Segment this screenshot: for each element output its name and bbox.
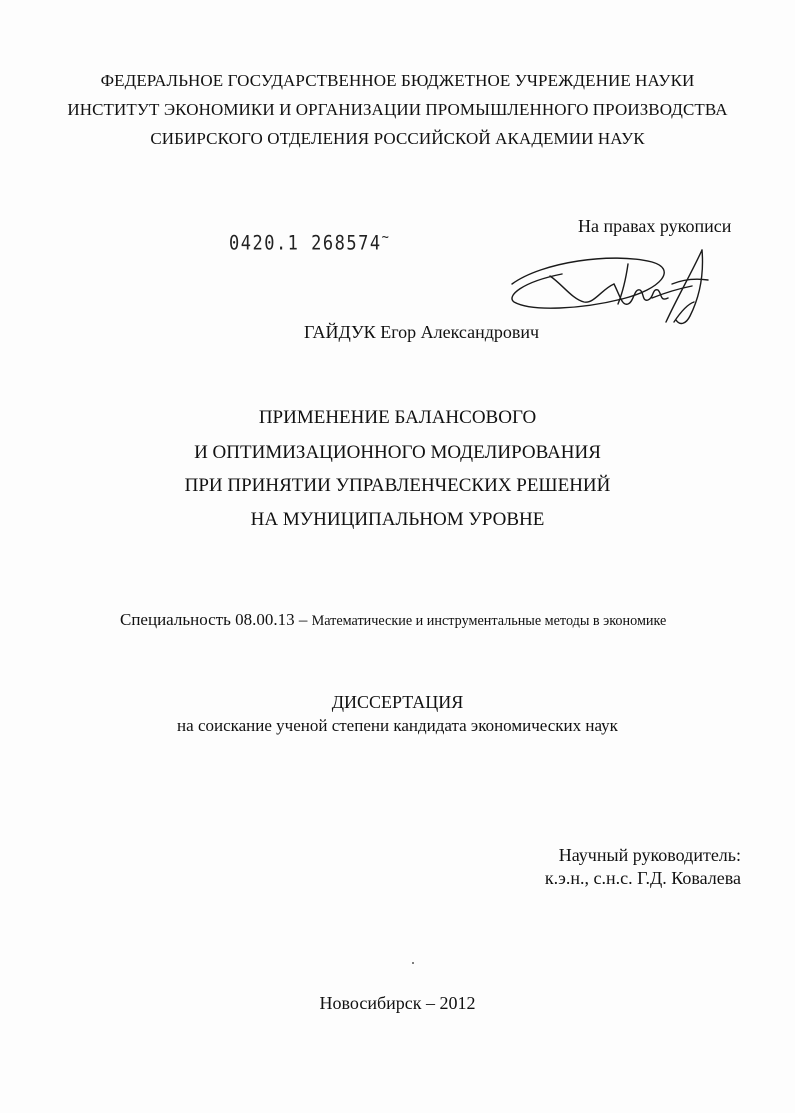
stamp-part-3: 74 xyxy=(358,232,382,256)
institution-line-2: ИНСТИТУТ ЭКОНОМИКИ И ОРГАНИЗАЦИИ ПРОМЫШЛЕННОГО ПРОИЗВОДСТВА xyxy=(67,100,728,119)
city-year: Новосибирск – 2012 xyxy=(319,993,476,1013)
stamp-part-1: 0420.1 xyxy=(229,232,300,256)
supervisor-label: Научный руководитель: xyxy=(558,845,741,865)
dissertation-type: ДИССЕРТАЦИЯ xyxy=(331,692,464,712)
title-line-4: НА МУНИЦИПАЛЬНОМ УРОВНЕ xyxy=(250,509,545,530)
stamp-mark: ~ xyxy=(381,229,391,246)
manuscript-rights-note: На правах рукописи xyxy=(578,216,732,236)
dissertation-purpose: на соискание ученой степени кандидата экономических наук xyxy=(177,716,618,735)
title-line-3: ПРИ ПРИНЯТИИ УПРАВЛЕНЧЕСКИХ РЕШЕНИЙ xyxy=(184,475,611,496)
specialty-label: Специальность 08.00.13 – xyxy=(120,610,308,629)
scan-speck xyxy=(412,962,414,964)
author-signature xyxy=(502,244,724,330)
supervisor-name: к.э.н., с.н.с. Г.Д. Ковалева xyxy=(544,868,741,888)
registration-number-stamp xyxy=(229,229,390,255)
institution-line-3: СИБИРСКОГО ОТДЕЛЕНИЯ РОССИЙСКОЙ АКАДЕМИИ НАУК xyxy=(150,129,645,148)
specialty-name: Математические и инструментальные методы в экономике xyxy=(311,613,667,629)
title-line-1: ПРИМЕНЕНИЕ БАЛАНСОВОГО xyxy=(258,407,537,428)
title-line-2: И ОПТИМИЗАЦИОННОГО МОДЕЛИРОВАНИЯ xyxy=(194,442,601,463)
institution-line-1: ФЕДЕРАЛЬНОЕ ГОСУДАРСТВЕННОЕ БЮДЖЕТНОЕ УЧРЕЖДЕНИЕ НАУКИ xyxy=(100,71,695,90)
author-name: ГАЙДУК Егор Александрович xyxy=(304,322,540,342)
specialty-line xyxy=(120,610,666,630)
stamp-part-2: 2685 xyxy=(311,232,359,256)
